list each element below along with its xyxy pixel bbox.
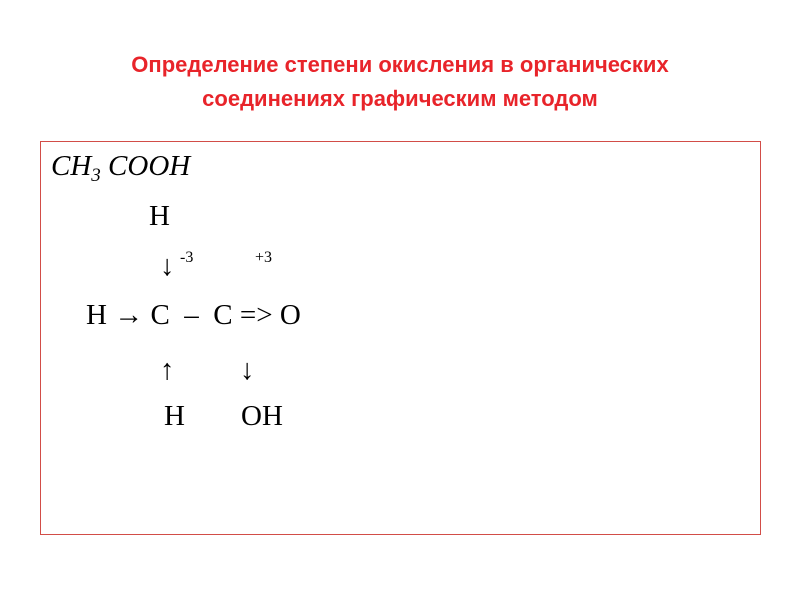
slide-title xyxy=(0,48,800,116)
main-chain: H → C – C => O xyxy=(86,299,301,331)
compound-subscript: 3 xyxy=(91,165,101,186)
hydroxyl-group: OH xyxy=(241,400,283,432)
top-hydrogen: H xyxy=(149,200,170,232)
bottom-down-arrow: ↓ xyxy=(240,354,255,386)
title-line-2: соединениях графическим методом xyxy=(202,86,598,111)
compound-formula xyxy=(51,148,190,184)
title-line-1: Определение степени окисления в органических xyxy=(131,52,669,77)
bottom-hydrogen: H xyxy=(164,400,185,432)
compound-part-2: COOH xyxy=(100,150,191,182)
oxidation-state-c1: -3 xyxy=(180,249,194,266)
oxidation-state-c2: +3 xyxy=(255,249,273,266)
bottom-up-arrow: ↑ xyxy=(160,354,175,386)
top-down-arrow: ↓ xyxy=(160,250,175,282)
compound-part-1: CH xyxy=(51,150,92,182)
